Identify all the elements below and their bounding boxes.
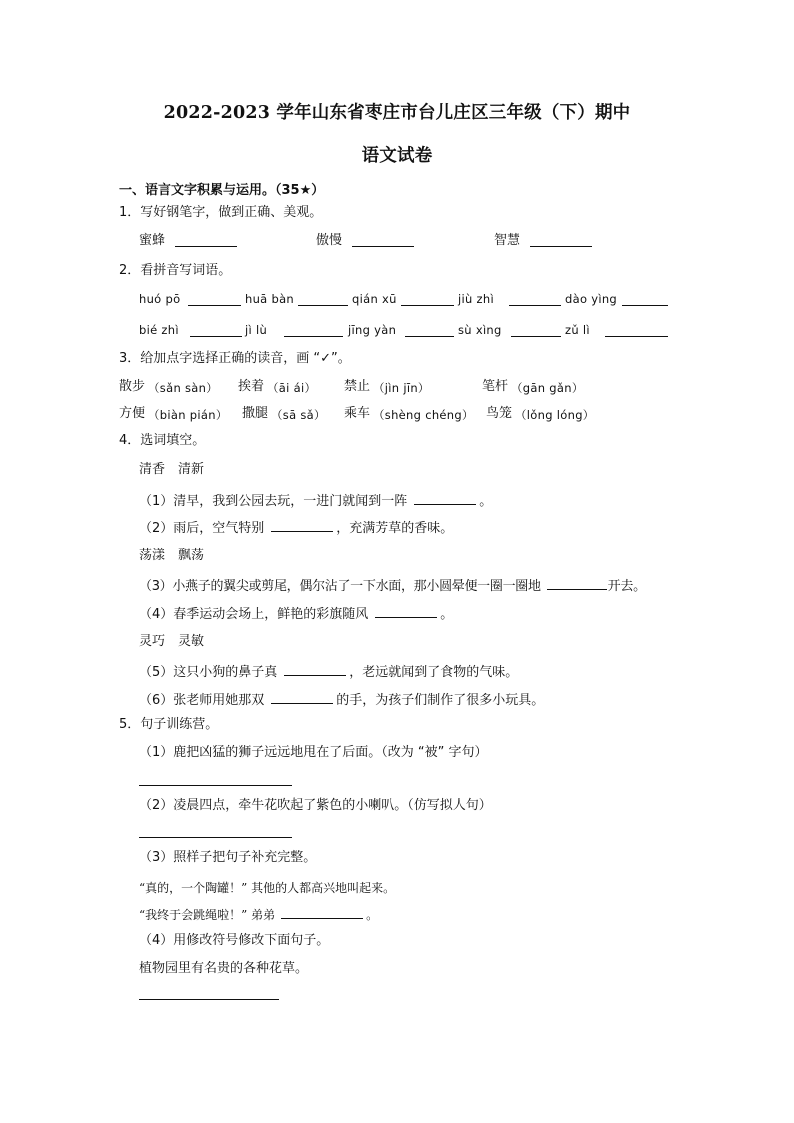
- q3-options[interactable]: （jìn jīn）: [373, 381, 430, 395]
- q5-task-2: （2）凌晨四点，牵牛花吹起了紫色的小喇叭。（仿写拟人句）: [139, 798, 492, 813]
- q2-blank[interactable]: [605, 336, 668, 337]
- q2-blank[interactable]: [284, 336, 343, 337]
- q1-word-3: 智慧: [494, 233, 521, 248]
- exam-title-line1: 2022-2023 学年山东省枣庄市台儿庄区三年级（下）期中: [163, 103, 631, 123]
- q2-pinyin: dào yìng: [565, 292, 618, 306]
- q3-word: 挨着: [238, 379, 265, 394]
- q5-task-1: （1）鹿把凶猛的狮子远远地甩在了后面。（改为 “被” 字句）: [139, 745, 488, 760]
- q4-word-group-2: 荡漾 飘荡: [139, 548, 205, 563]
- q4-s3-end: 开去。: [607, 579, 646, 594]
- q3-options[interactable]: （shèng chéng）: [373, 408, 474, 422]
- q3-options[interactable]: （gān gǎn）: [511, 381, 584, 395]
- q2-blank[interactable]: [298, 305, 348, 306]
- q1-word-2: 傲慢: [316, 233, 343, 248]
- q5-answer-line-2[interactable]: [139, 837, 292, 838]
- q4-sentence-4: [139, 605, 453, 623]
- q1-blank-3[interactable]: [530, 246, 592, 247]
- q1-blank-1[interactable]: [175, 246, 237, 247]
- q4-s5-end: ，老远就闻到了食物的气味。: [349, 665, 519, 680]
- q4-s2-text: （2）雨后，空气特别: [139, 521, 265, 536]
- q4-s4-text: （4）春季运动会场上，鲜艳的彩旗随风: [139, 607, 369, 622]
- q2-pinyin: jì lù: [245, 323, 268, 337]
- q5-fill-sentence: [139, 906, 378, 923]
- q3-options[interactable]: （sǎn sàn）: [148, 381, 219, 395]
- q5-fill-end: 。: [366, 908, 379, 922]
- q4-word-group-1: 清香 清新: [139, 462, 205, 477]
- q4-blank-3[interactable]: [547, 577, 607, 590]
- q4-blank-6[interactable]: [271, 691, 333, 704]
- q4-blank-5[interactable]: [284, 663, 346, 676]
- q1-word-1: 蜜蜂: [139, 233, 166, 248]
- q1-prompt: 1．写好钢笔字，做到正确、美观。: [119, 205, 323, 220]
- q4-blank-4[interactable]: [375, 605, 437, 618]
- q2-blank[interactable]: [401, 305, 454, 306]
- q4-blank-2[interactable]: [271, 519, 333, 532]
- q2-blank[interactable]: [188, 305, 241, 306]
- q3-options[interactable]: （biàn pián）: [148, 408, 228, 422]
- q4-sentence-1: [139, 492, 492, 510]
- q5-task-4: （4）用修改符号修改下面句子。: [139, 933, 330, 948]
- q2-pinyin: jīng yàn: [348, 323, 397, 337]
- q4-s1-end: 。: [479, 494, 493, 509]
- q3-prompt: 3．给加点字选择正确的读音，画 “✓”。: [119, 351, 351, 366]
- q2-pinyin: bié zhì: [139, 323, 179, 337]
- q2-blank[interactable]: [511, 336, 561, 337]
- q2-pinyin: zǔ lì: [565, 323, 590, 337]
- q2-pinyin: jiù zhì: [458, 292, 494, 306]
- q4-sentence-6: [139, 691, 544, 709]
- q4-word-group-3: 灵巧 灵敏: [139, 634, 205, 649]
- q3-options[interactable]: （āi ái）: [267, 381, 317, 395]
- q5-prompt: 5．句子训练营。: [119, 717, 219, 732]
- q4-s6-end: 的手，为孩子们制作了很多小玩具。: [336, 693, 545, 708]
- q3-word: 笔杆: [482, 379, 509, 394]
- q2-pinyin: huā bàn: [245, 292, 295, 306]
- q2-pinyin: qián xū: [352, 292, 397, 306]
- q3-options[interactable]: （sā sǎ）: [271, 408, 326, 422]
- q5-fill-blank[interactable]: [281, 906, 363, 919]
- q2-blank[interactable]: [622, 305, 668, 306]
- q2-blank[interactable]: [509, 305, 561, 306]
- q3-word: 鸟笼: [486, 406, 513, 421]
- q3-options[interactable]: （lǒng lóng）: [515, 408, 595, 422]
- q1-blank-2[interactable]: [352, 246, 414, 247]
- q4-s1-text: （1）清早，我到公园去玩，一进门就闻到一阵: [139, 494, 408, 509]
- q3-word: 方便: [119, 406, 146, 421]
- q4-sentence-2: [139, 519, 453, 537]
- q5-example-sentence: “真的，一个陶罐！” 其他的人都高兴地叫起来。: [139, 881, 396, 895]
- q4-s4-end: 。: [440, 607, 454, 622]
- q4-prompt: 4．选词填空。: [119, 433, 206, 448]
- q3-word: 撒腿: [242, 406, 269, 421]
- section-heading: 一、语言文字积累与运用。（35★）: [119, 183, 325, 198]
- q4-s2-end: ，充满芳草的香味。: [336, 521, 454, 536]
- q5-answer-line-4[interactable]: [139, 999, 279, 1000]
- q2-pinyin: sù xìng: [458, 323, 502, 337]
- q3-word: 散步: [119, 379, 146, 394]
- q2-pinyin: huó pō: [139, 292, 181, 306]
- q4-sentence-5: [139, 663, 518, 681]
- q4-s5-text: （5）这只小狗的鼻子真: [139, 665, 278, 680]
- q4-s3-text: （3）小燕子的翼尖或剪尾，偶尔沾了一下水面，那小圆晕便一圈一圈地: [139, 579, 541, 594]
- q4-blank-1[interactable]: [414, 492, 476, 505]
- q5-fill-text: “我终于会跳绳啦！” 弟弟: [139, 908, 276, 922]
- q4-sentence-3: [139, 577, 646, 595]
- q5-answer-line-1[interactable]: [139, 785, 292, 786]
- q2-blank[interactable]: [190, 336, 242, 337]
- q3-word: 禁止: [344, 379, 371, 394]
- exam-title-line2: 语文试卷: [361, 146, 433, 166]
- q2-prompt: 2．看拼音写词语。: [119, 263, 232, 278]
- q5-sentence-to-fix: 植物园里有名贵的各种花草。: [139, 961, 309, 976]
- q5-task-3: （3）照样子把句子补充完整。: [139, 850, 317, 865]
- q3-word: 乘车: [344, 406, 371, 421]
- q4-s6-text: （6）张老师用她那双: [139, 693, 265, 708]
- q2-blank[interactable]: [405, 336, 454, 337]
